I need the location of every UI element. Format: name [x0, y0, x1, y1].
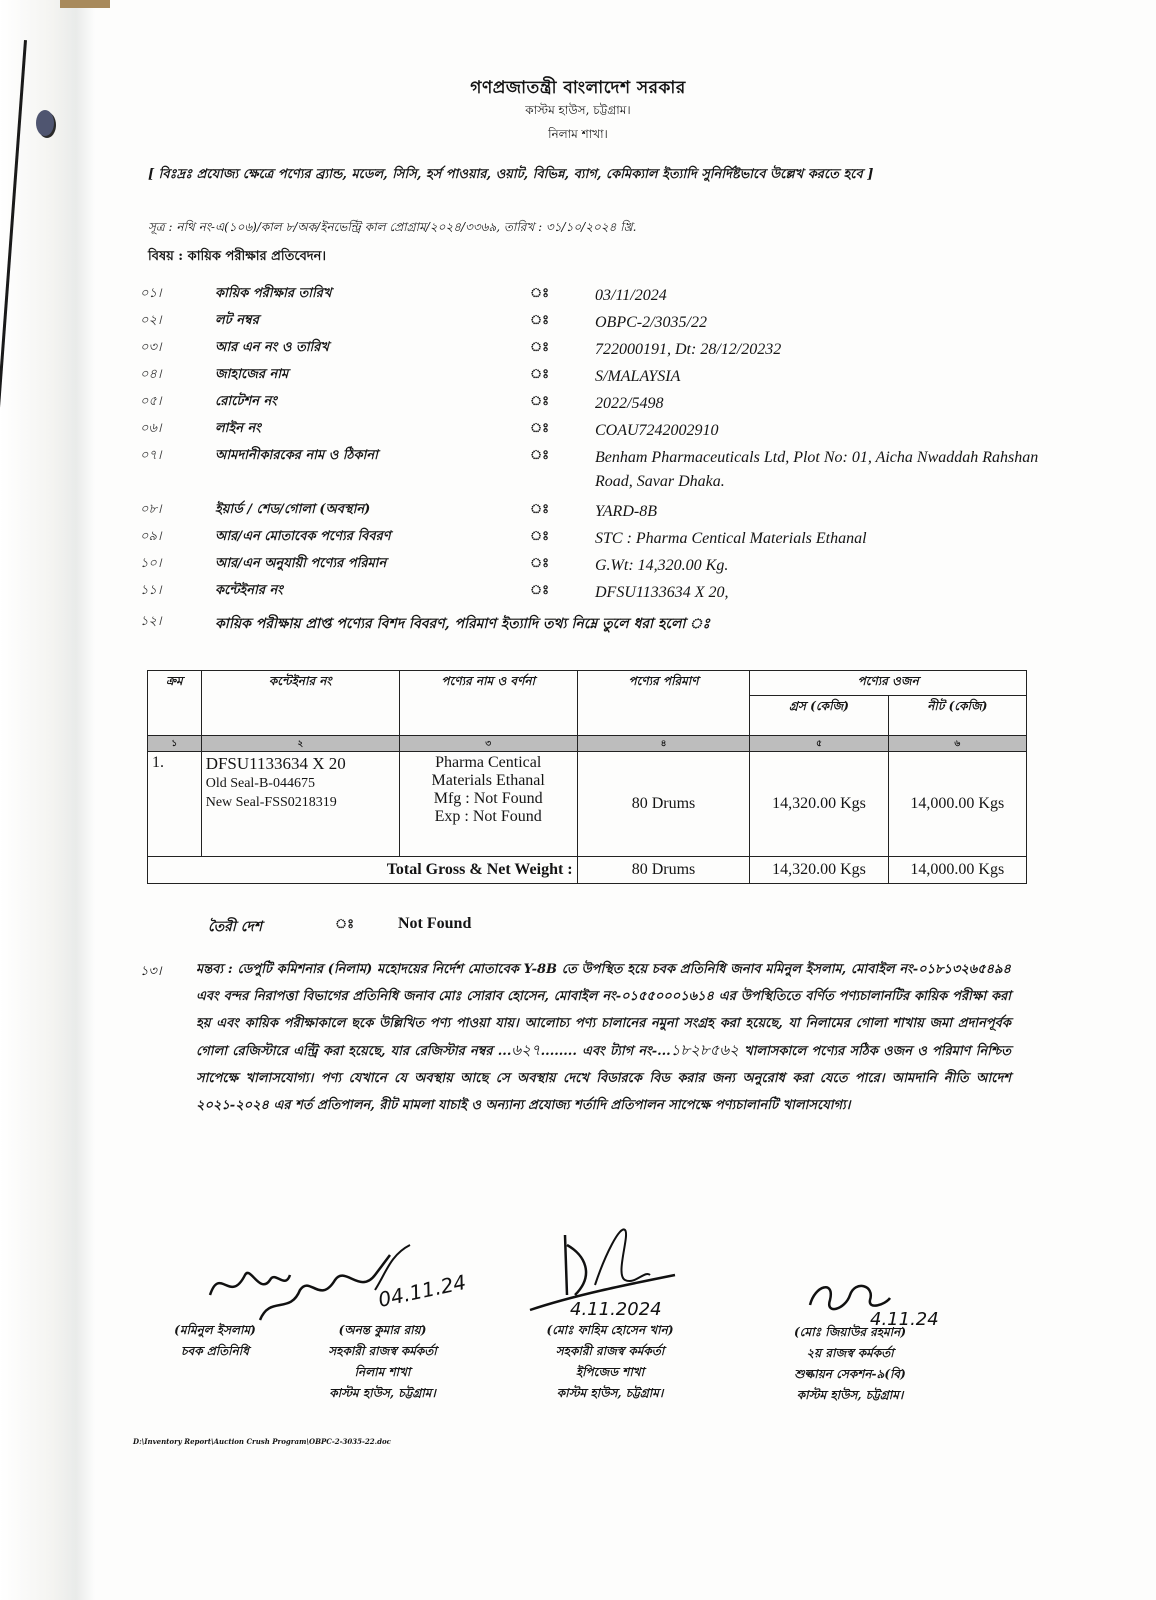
remarks-text-3: খালাসকালে পণ্যের সঠিক ওজন ও পরিমাণ নিশ্চিত সাপেক্ষে খালাসযোগ্য। পণ্য যেখানে যে অবস্থায় আছে সে অবস্থায় দেখে বিডারকে বিড করার জন্য অনুরোধ করা যেতে পারে। আমদানি নীতি আদেশ ২০২১-২০২৪ এর শর্ত প্রতিপালন, রীট মামলা যাচাই ও অন্যান্য প্রযোজ্য শর্তাদি প্রতিপালন সাপেক্ষে পণ্যচালানটি খালাসযোগ্য। [196, 1044, 1011, 1113]
old-seal: Old Seal-B-044675 [205, 776, 315, 791]
field-value: 722000191, Dt: 28/12/20232 [595, 341, 782, 358]
field-value: 2022/5498 [595, 395, 664, 412]
field-row [140, 419, 1040, 445]
table-header-row [148, 671, 1027, 696]
field-label: আমদানীকারকের নাম ও ঠিকানা [215, 448, 378, 463]
origin-value: Not Found [398, 915, 472, 932]
register-number-handwritten: ৬২৭ [511, 1041, 541, 1059]
cell-description [399, 752, 577, 857]
signatory-branch: শুল্কায়ন সেকশন-৯(বি) [794, 1367, 906, 1381]
file-path-footer: D:\Inventory Report\Auction Crush Program\OBPC-2-3035-22.doc [133, 1437, 391, 1446]
branch-name: নিলাম শাখা। [548, 127, 608, 141]
field-label: ইয়ার্ড / শেড/গোলা (অবস্থান) [215, 502, 371, 517]
column-number-row [148, 736, 1027, 752]
field-row [140, 527, 1040, 553]
column-number: ৩ [399, 736, 577, 752]
remarks-text-1: ডেপুটি কমিশনার (নিলাম) মহোদয়ের নির্দেশ মোতাবেক Y-8B তে উপস্থিত হয়ে চবক প্রতিনিধি জনাব মমিনুল ইসলাম, মোবাইল নং-০১৮১৩২৬৫৪৯৪ এবং বন্দর নিরাপত্তা বিভাগের প্রতিনিধি জনাব মোঃ সোরাব হোসেন, মোবাইল নং-০১৫৫০০০১৬১৪ এর উপস্থিতিতে বর্ণিত পণ্যচালানটির কায়িক পরীক্ষা করা হয় এবং কায়িক পরীক্ষাকালে ছকে উল্লিখিত পণ্য পাওয়া যায়। আলোচ্য পণ্য চালানের নমুনা সংগ্রহ করা হয়েছে, যা নিলামের গোলা শাখায় জমা প্রদানপূর্বক গোলা রেজিস্টারে এন্ট্রি করা হয়েছে, যার রেজিস্টার নম্বর ... [196, 962, 1011, 1059]
field-colon: ঃ [530, 502, 550, 517]
field-number: ০৫। [140, 394, 162, 409]
field-label: কন্টেইনার নং [215, 583, 283, 598]
field-value: COAU7242002910 [595, 422, 719, 439]
field-label: আর/এন অনুযায়ী পণ্যের পরিমান [215, 556, 387, 571]
field-number: ০৩। [140, 340, 162, 355]
field-number: ১১। [140, 583, 162, 598]
header-container: কন্টেইনার নং [201, 671, 399, 736]
column-number: ৬ [888, 736, 1026, 752]
signatory-office: কাস্টম হাউস, চট্টগ্রাম। [556, 1386, 664, 1400]
field-value: S/MALAYSIA [595, 368, 681, 385]
signatory-office: কাস্টম হাউস, চট্টগ্রাম। [796, 1388, 904, 1402]
field-label: আর এন নং ও তারিখ [215, 340, 329, 355]
field-value: DFSU1133634 X 20, [595, 584, 729, 601]
signature-date-2: 04.11.24 [376, 1269, 469, 1312]
signatory-name: (মমিনুল ইসলাম) [174, 1323, 256, 1337]
field-label: লট নম্বর [215, 313, 259, 328]
field-label: জাহাজের নাম [215, 367, 289, 382]
signatory-designation: সহকারী রাজস্ব কর্মকর্তা [328, 1344, 437, 1358]
signatory-branch: ইপিজেড শাখা [575, 1365, 645, 1379]
remarks-text-2: ........ এবং ট্যাগ নং-... [540, 1044, 671, 1059]
signature-date-3: 4.11.2024 [570, 1299, 662, 1320]
field-colon: ঃ [530, 367, 550, 382]
field-colon: ঃ [530, 313, 550, 328]
field-row [140, 554, 1040, 580]
field-value: Benham Pharmaceuticals Ltd, Plot No: 01, Aicha Nwaddah Rahshan Road, Savar Dhaka. [595, 449, 1039, 490]
origin-colon: ঃ [335, 917, 355, 932]
signatory-name: (অনন্ত কুমার রায়) [338, 1323, 427, 1337]
signatory-designation: ২য় রাজস্ব কর্মকর্তা [806, 1346, 894, 1360]
goods-description: Pharma Centical Materials Ethanal [431, 754, 545, 789]
field-value: OBPC-2/3035/22 [595, 314, 707, 331]
field-row [140, 392, 1040, 418]
field-colon: ঃ [530, 394, 550, 409]
field-colon: ঃ [530, 286, 550, 301]
header-gross: গ্রস (কেজি) [750, 696, 888, 736]
column-number: ১ [148, 736, 202, 752]
goods-table [147, 670, 1027, 884]
field-number: ০৯। [140, 529, 162, 544]
column-number: ২ [201, 736, 399, 752]
signatory-1 [150, 1320, 280, 1362]
binder-edge [0, 0, 95, 1600]
total-quantity: 80 Drums [577, 857, 750, 884]
field-row [140, 284, 1040, 310]
signatory-office: কাস্টম হাউস, চট্টগ্রাম। [329, 1386, 436, 1400]
field-colon: ঃ [530, 529, 550, 544]
field-number: ১০। [140, 556, 162, 571]
remarks-lead: মন্তব্য : [196, 962, 233, 977]
cell-container [201, 752, 399, 857]
field-label: কায়িক পরীক্ষার তারিখ [215, 286, 332, 301]
header-sl: ক্রম [148, 671, 202, 736]
field-number: ০৮। [140, 502, 162, 517]
field-value: 03/11/2024 [595, 287, 667, 304]
field-number: ০৪। [140, 367, 162, 382]
field-row [140, 365, 1040, 391]
field-row-12 [140, 612, 1040, 638]
field-label: কায়িক পরীক্ষায় প্রাপ্ত পণ্যের বিশদ বিবরণ, পরিমাণ ইত্যাদি তথ্য নিম্নে তুলে ধরা হলো ঃ [215, 616, 710, 632]
field-label: লাইন নং [215, 421, 261, 436]
field-value: G.Wt: 14,320.00 Kg. [595, 557, 729, 574]
signatory-designation: সহকারী রাজস্ব কর্মকর্তা [555, 1344, 665, 1358]
subject-line: বিষয় : কায়িক পরীক্ষার প্রতিবেদন। [148, 249, 327, 264]
column-number: ৫ [750, 736, 888, 752]
field-row [140, 311, 1040, 337]
cell-quantity: 80 Drums [577, 752, 750, 857]
header-description: পণ্যের নাম ও বর্ণনা [399, 671, 577, 736]
header-weight: পণ্যের ওজন [750, 671, 1027, 696]
remarks-paragraph [196, 956, 1011, 1119]
signatory-4 [750, 1322, 950, 1406]
signatory-designation: চবক প্রতিনিধি [181, 1344, 249, 1358]
header-quantity: পণ্যের পরিমাণ [577, 671, 750, 736]
field-number: ০৬। [140, 421, 162, 436]
origin-label: তৈরী দেশ [208, 919, 263, 935]
total-net: 14,000.00 Kgs [888, 857, 1026, 884]
remarks-number: ১৩। [140, 964, 162, 979]
tag-number-handwritten: ১৮২৮৫৬২ [670, 1041, 739, 1059]
field-colon: ঃ [530, 556, 550, 571]
field-colon: ঃ [530, 340, 550, 355]
field-row [140, 581, 1040, 607]
instruction-note: [ বিঃদ্রঃ প্রযোজ্য ক্ষেত্রে পণ্যের ব্র্যান্ড, মডেল, সিসি, হর্স পাওয়ার, ওয়াট, বিভিন্ন, ব্যাগ, কেমিক্যাল ইত্যাদি সুনির্দিষ্টভাবে উল্লেখ করতে হবে ] [148, 167, 874, 182]
signatory-branch: নিলাম শাখা [354, 1365, 411, 1379]
signatory-name: (মোঃ ফাহিম হোসেন খান) [546, 1323, 674, 1337]
field-row [140, 446, 1040, 490]
field-row [140, 338, 1040, 364]
signatory-3 [520, 1320, 700, 1404]
signatory-2 [295, 1320, 470, 1404]
mfg-date: Mfg : Not Found [433, 790, 543, 807]
field-colon: ঃ [530, 421, 550, 436]
header-net: নীট (কেজি) [888, 696, 1026, 736]
binder-clip [60, 0, 110, 8]
office-name: কাস্টম হাউস, চট্টগ্রাম। [525, 103, 631, 117]
field-label: রোটেশন নং [215, 394, 277, 409]
new-seal: New Seal-FSS0218319 [205, 795, 337, 810]
exp-date: Exp : Not Found [434, 808, 542, 825]
table-total-row [148, 857, 1027, 884]
field-label: আর/এন মোতাবেক পণ্যের বিবরণ [215, 529, 391, 544]
field-number: ১২। [140, 614, 162, 629]
container-number: DFSU1133634 X 20 [205, 754, 346, 773]
field-number: ০২। [140, 313, 162, 328]
cell-gross: 14,320.00 Kgs [750, 752, 888, 857]
field-number: ০৭। [140, 448, 162, 463]
signatory-name: (মোঃ জিয়াউর রহমান) [794, 1325, 906, 1339]
total-gross: 14,320.00 Kgs [750, 857, 888, 884]
signature-fahim [525, 1215, 685, 1330]
column-number: ৪ [577, 736, 750, 752]
field-colon: ঃ [530, 583, 550, 598]
field-row [140, 500, 1040, 526]
government-title: গণপ্রজাতন্ত্রী বাংলাদেশ সরকার [470, 78, 686, 98]
field-colon: ঃ [530, 448, 550, 463]
cell-sl: 1. [148, 752, 202, 857]
field-number: ০১। [140, 286, 162, 301]
field-value: YARD-8B [595, 503, 657, 520]
reference-line: সূত্র : নথি নং-এ(১০৬)/কাল ৮/অক/ইনভেন্ট্রি কাল প্রোগ্রাম/২০২৪/৩৩৬৯, তারিখ : ৩১/১০/২০২৪ খ্রি. [148, 220, 637, 234]
total-label: Total Gross & Net Weight : [148, 857, 578, 884]
field-value: STC : Pharma Centical Materials Ethanal [595, 530, 867, 547]
cell-net: 14,000.00 Kgs [888, 752, 1026, 857]
table-row [148, 752, 1027, 857]
signature-date-4: 4.11.24 [870, 1309, 939, 1330]
